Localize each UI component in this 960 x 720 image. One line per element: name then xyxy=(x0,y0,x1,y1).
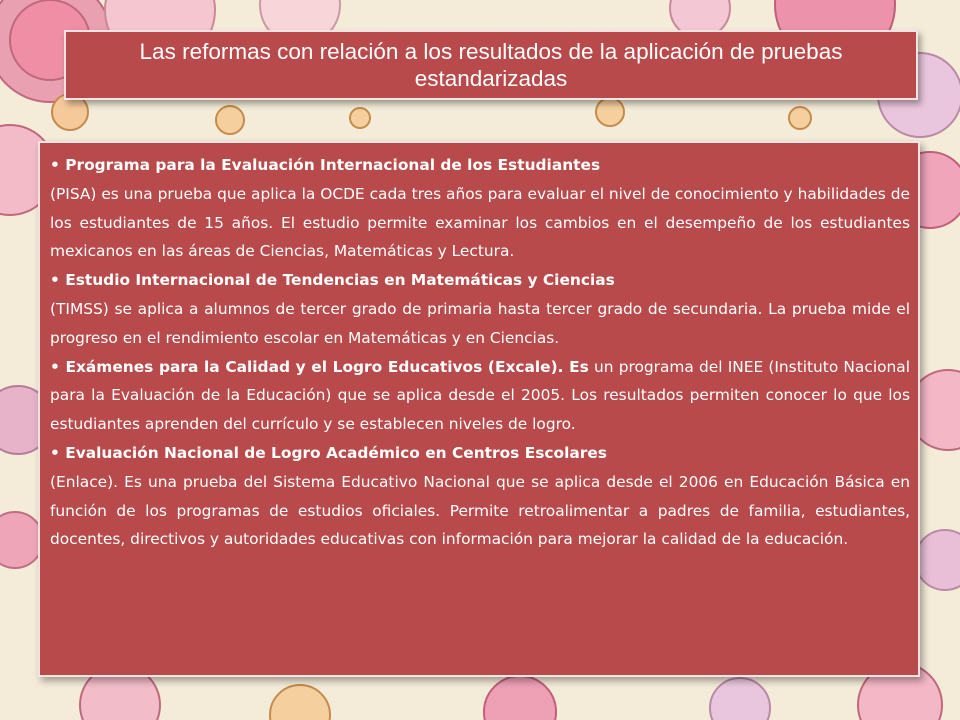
section-excale xyxy=(50,353,910,439)
slide-title-box xyxy=(64,30,918,100)
section-body-timss: (TIMSS) se aplica a alumnos de tercer grado de primaria hasta tercer grado de secundaria. La prueba mide el progreso en el rendimiento escolar en Matemáticas y en Ciencias. xyxy=(50,299,910,347)
section-heading-timss: • Estudio Internacional de Tendencias en Matemáticas y Ciencias xyxy=(50,271,615,290)
content-box xyxy=(38,141,920,677)
slide-title: Las reformas con relación a los resultados de la aplicación de pruebas estandarizadas xyxy=(139,39,843,91)
section-body-excale: un programa del INEE (Instituto Nacional para la Evaluación de la Educación) que se aplica desde el 2005. Los resultados permiten conocer lo que los estudiantes aprenden del currículo y se establecen niveles de logro. xyxy=(50,357,910,434)
section-heading-pisa: • Programa para la Evaluación Internacional de los Estudiantes xyxy=(50,156,601,174)
section-body-enlace: (Enlace). Es una prueba del Sistema Educativo Nacional que se aplica desde el 2006 en Educación Básica en función de los programas de estudios oficiales. Permite retroalimentar a padres de familia, estudiantes, docentes, directivos y autoridades educativas con información para mejorar la calidad de la educación. xyxy=(50,472,910,549)
section-heading-enlace: • Evaluación Nacional de Logro Académico en Centros Escolares xyxy=(50,443,607,462)
section-heading-excale: • Exámenes para la Calidad y el Logro Educativos (Excale). Es xyxy=(50,357,589,376)
section-body-pisa: (PISA) es una prueba que aplica la OCDE cada tres años para evaluar el nivel de conocimiento y habilidades de los estudiantes de 15 años. El estudio permite examinar los cambios en el desempeño de los estudiantes mexicanos en las áreas de Ciencias, Matemáticas y Lectura. xyxy=(50,184,910,261)
